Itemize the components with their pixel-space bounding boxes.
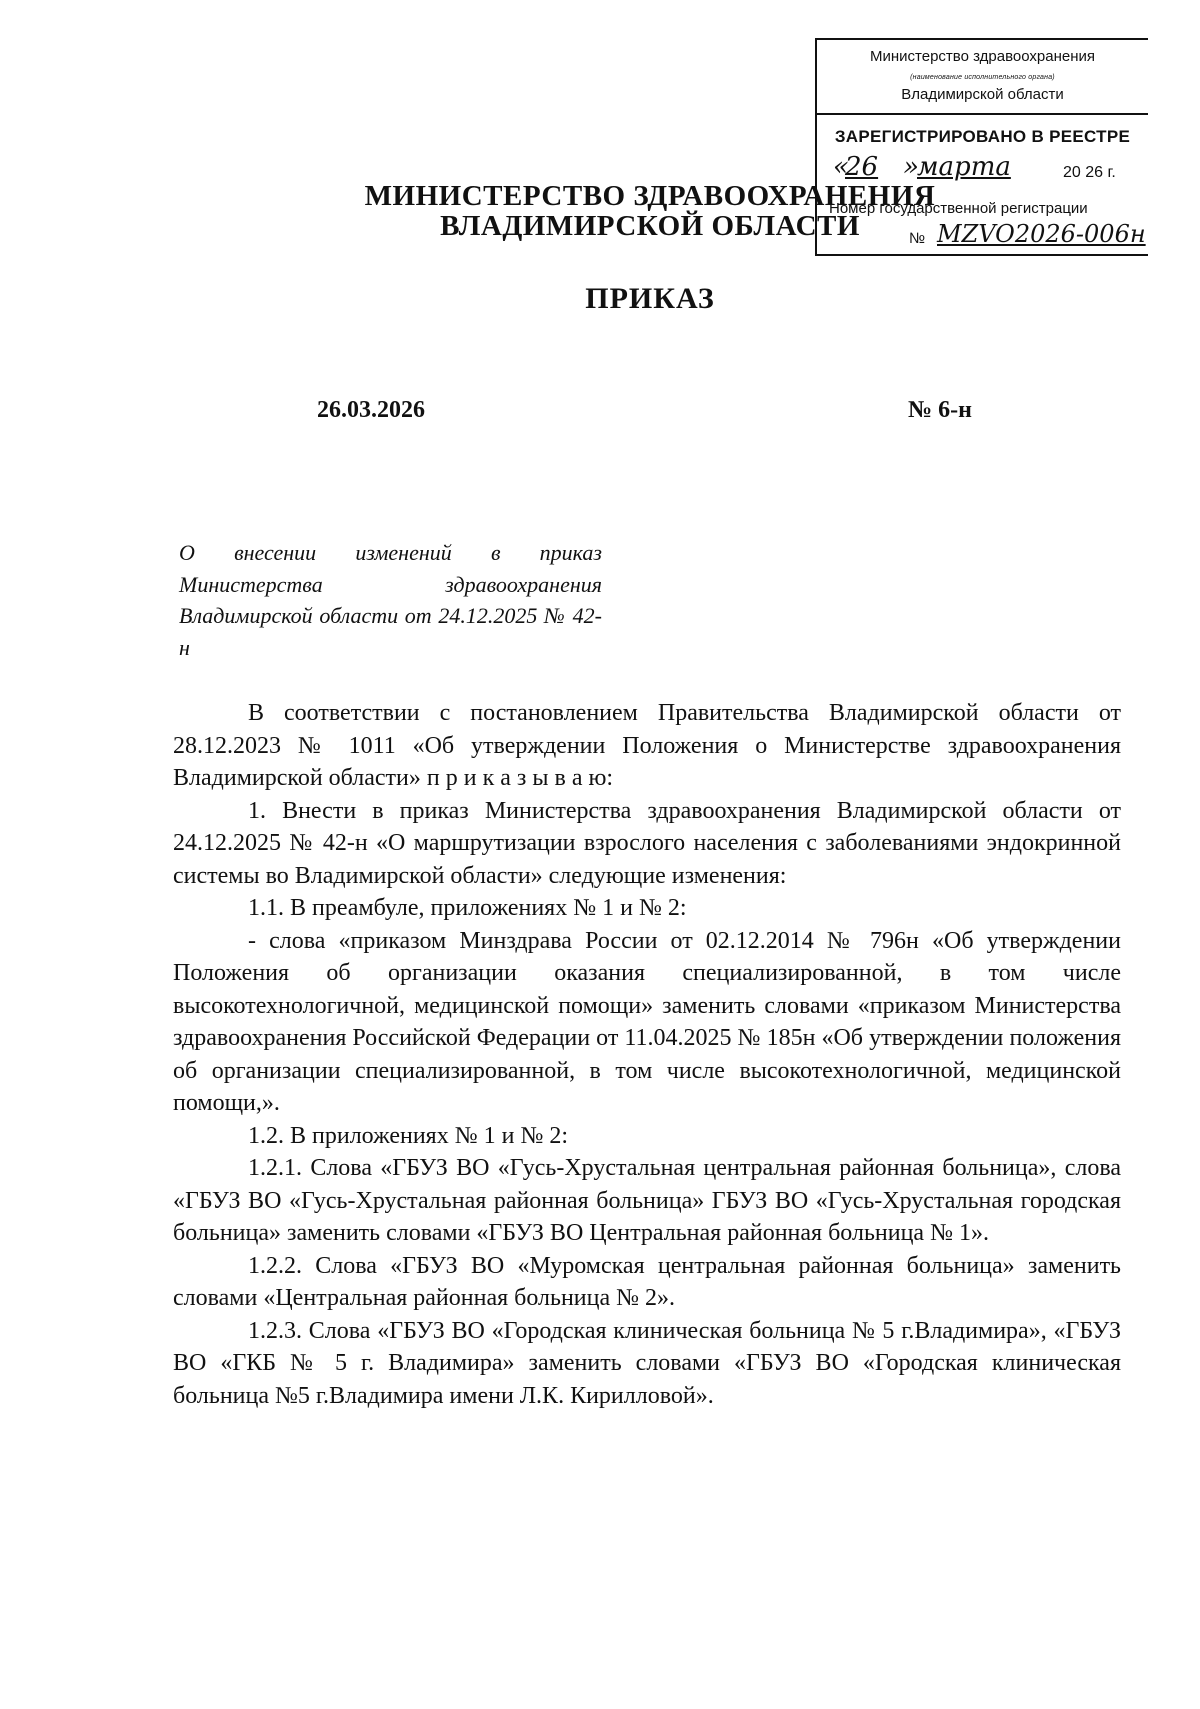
stamp-year: 20 26 г.: [1063, 164, 1116, 181]
paragraph-1-2-3: 1.2.3. Слова «ГБУЗ ВО «Городская клиническая больница № 5 г.Владимира», «ГБУЗ ВО «ГКБ № 5 г. Владимира» заменить словами «ГБУЗ ВО «Городская клиническая больница №5 г.Владимира имени Л.К. Кирилловой».: [173, 1317, 1121, 1409]
order-date: 26.03.2026: [317, 397, 425, 423]
stamp-date-month: марта: [917, 152, 1011, 182]
stamp-date-close-quote: »: [903, 152, 919, 182]
stamp-divider: [817, 113, 1148, 115]
order-body: [173, 697, 1121, 1412]
paragraph-1-1-dash: - слова «приказом Минздрава России от 02.12.2014 № 796н «Об утверждении Положения об организации оказания специализированной, в том числе высокотехнологичной, медицинской помощи» заменить словами «приказом Министерства здравоохранения Российской Федерации от 11.04.2025 № 185н «Об утверждении положения об организации специализированной, в том числе высокотехнологичной, медицинской помощи,».: [173, 927, 1121, 1116]
stamp-registered: ЗАРЕГИСТРИРОВАНО В РЕЕСТРЕ: [834, 127, 1131, 146]
stamp-date-day: 26: [845, 152, 879, 182]
paragraph-1-1: 1.1. В преамбуле, приложениях № 1 и № 2:: [248, 895, 687, 921]
paragraph-1-2-2: 1.2.2. Слова «ГБУЗ ВО «Муромская центральная районная больница» заменить словами «Центральная районная больница № 2».: [173, 1252, 1121, 1311]
paragraph-1-2-1: 1.2.1. Слова «ГБУЗ ВО «Гусь-Хрустальная центральная районная больница», слова «ГБУЗ ВО «Гусь-Хрустальная районная больница» ГБУЗ ВО «Гусь-Хрустальная городская больница» заменить словами «ГБУЗ ВО Центральная районная больница № 1».: [173, 1155, 1121, 1246]
region-title: ВЛАДИМИРСКОЙ ОБЛАСТИ: [440, 210, 860, 242]
stamp-region: Владимирской области: [901, 86, 1064, 103]
stamp-ministry: Министерство здравоохранения: [870, 48, 1095, 65]
stamp-regnum-label: Номер государственной регистрации: [829, 200, 1088, 217]
order-title: ПРИКАЗ: [585, 282, 715, 315]
stamp-date-open-quote: «: [833, 152, 849, 182]
order-subject: О внесении изменений в приказ Министерства здравоохранения Владимирской области от 24.12.2025 № 42-н: [179, 540, 602, 660]
stamp-regnum-value: MZVO2026-006н: [937, 220, 1146, 248]
order-number: № 6-н: [908, 397, 972, 423]
paragraph-1: 1. Внести в приказ Министерства здравоохранения Владимирской области от 24.12.2025 № 42-н «О маршрутизации взрослого населения с заболеваниями эндокринной системы во Владимирской области» следующие изменения:: [173, 797, 1121, 889]
paragraph-1-2: 1.2. В приложениях № 1 и № 2:: [248, 1122, 569, 1149]
paragraph-preamble: В соответствии с постановлением Правительства Владимирской области от 28.12.2023 № 1011 «Об утверждении Положения о Министерстве здравоохранения Владимирской области» п р и к а з ы в а ю:: [173, 700, 1121, 791]
stamp-note: (наименование исполнительного органа): [910, 74, 1055, 81]
stamp-no-label: №: [909, 230, 926, 247]
ministry-title: МИНИСТЕРСТВО ЗДРАВООХРАНЕНИЯ: [364, 180, 936, 212]
